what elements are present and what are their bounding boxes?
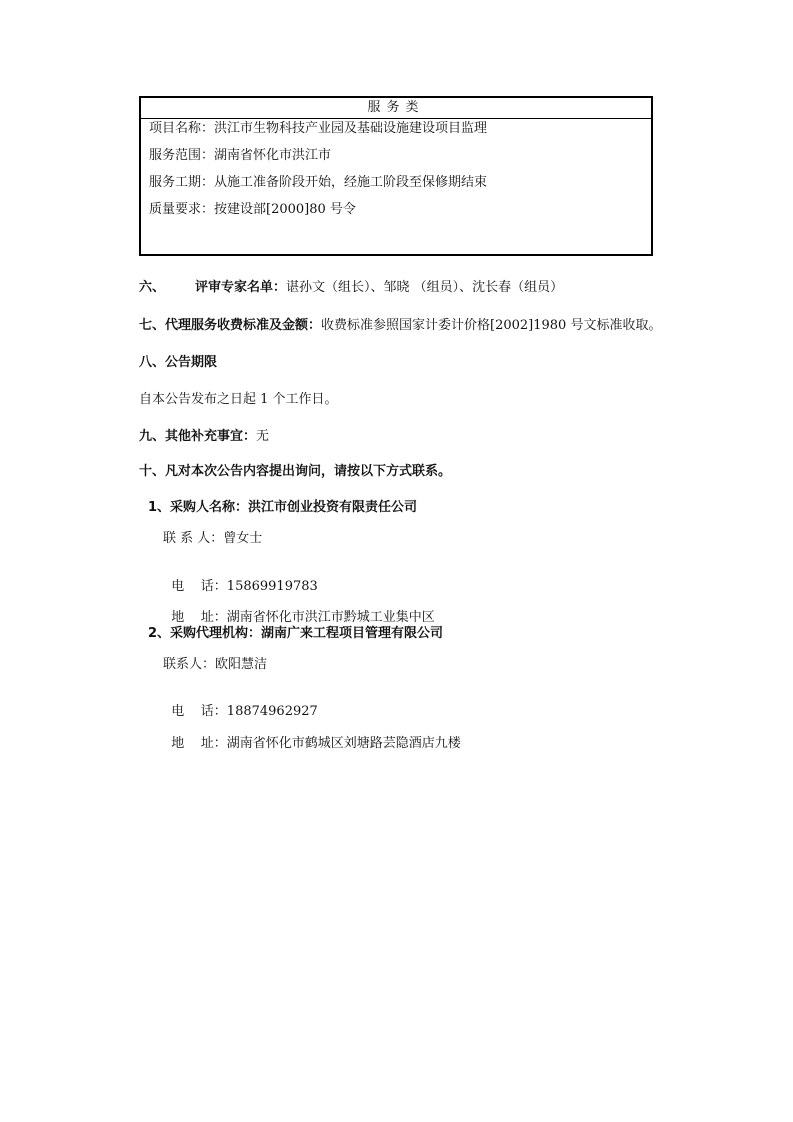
purchaser-title: 1、采购人名称：洪江市创业投资有限责任公司 xyxy=(148,500,418,515)
quality-requirement-label: 质量要求： xyxy=(149,202,215,217)
purchaser-address: 湖南省怀化市洪江市黔城工业集中区 xyxy=(226,610,435,625)
project-name-row xyxy=(149,121,487,137)
service-scope-label: 服务范围： xyxy=(149,148,215,163)
section-7-title: 七、代理服务收费标准及金额： xyxy=(139,318,322,333)
quality-requirement-row xyxy=(149,202,356,218)
agency-contact-label: 联系人： xyxy=(163,657,216,672)
section-9 xyxy=(139,429,269,445)
service-period-row xyxy=(149,175,487,191)
service-table-header: 服务类 xyxy=(141,98,651,119)
service-period-value: 从施工准备阶段开始，经施工阶段至保修期结束 xyxy=(214,175,488,190)
quality-requirement-value: 按建设部[2000]80 号令 xyxy=(214,202,356,217)
section-6 xyxy=(139,280,563,296)
section-9-title: 九、其他补充事宜： xyxy=(139,429,257,444)
service-scope-value: 湖南省怀化市洪江市 xyxy=(214,148,332,163)
agency-phone-row xyxy=(163,688,318,720)
agency-title: 2、采购代理机构：湖南广来工程项目管理有限公司 xyxy=(148,626,444,641)
agency-phone: 18874962927 xyxy=(226,704,318,719)
section-8-title: 八、公告期限 xyxy=(139,355,218,370)
project-name-label: 项目名称： xyxy=(149,121,215,136)
section-6-number: 六、 xyxy=(139,280,166,295)
agency-contact: 欧阳慧洁 xyxy=(215,657,268,672)
agency-address-row xyxy=(163,720,461,752)
service-table xyxy=(139,96,653,256)
agency-address: 湖南省怀化市鹤城区刘塘路芸隐酒店九楼 xyxy=(226,736,461,751)
purchaser-address-row xyxy=(163,594,435,626)
purchaser-contact-row xyxy=(163,531,262,547)
project-name-value: 洪江市生物科技产业园及基础设施建设项目监理 xyxy=(214,121,488,136)
purchaser-phone-label: 电 话： xyxy=(171,579,227,594)
agency-contact-row xyxy=(163,657,267,673)
section-6-title: 评审专家名单： xyxy=(195,280,287,295)
purchaser-phone: 15869919783 xyxy=(226,579,318,594)
section-10-title: 十、凡对本次公告内容提出询问，请按以下方式联系。 xyxy=(139,464,452,479)
agency-phone-label: 电 话： xyxy=(171,704,227,719)
purchaser-contact: 曾女士 xyxy=(223,531,263,546)
section-7-text: 收费标准参照国家计委计价格[2002]1980 号文标准收取。 xyxy=(321,318,662,333)
service-period-label: 服务工期： xyxy=(149,175,215,190)
section-7 xyxy=(139,318,661,334)
agency-address-label: 地 址： xyxy=(171,736,227,751)
section-9-text: 无 xyxy=(256,429,270,444)
section-6-text: 谌孙文（组长）、邹晓 （组员）、沈长春（组员） xyxy=(286,280,564,295)
section-8-text: 自本公告发布之日起 1 个工作日。 xyxy=(139,392,338,407)
service-scope-row xyxy=(149,148,331,164)
purchaser-address-label: 地 址： xyxy=(171,610,227,625)
purchaser-phone-row xyxy=(163,563,318,595)
purchaser-contact-label: 联 系 人： xyxy=(163,531,224,546)
